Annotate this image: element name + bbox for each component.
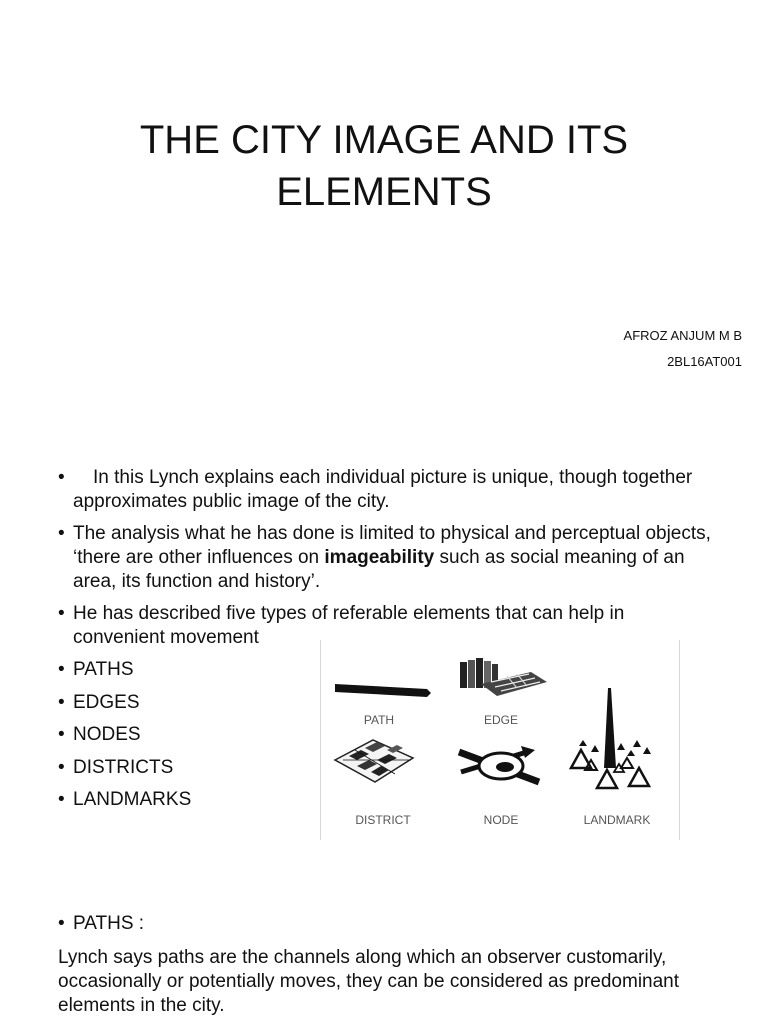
bullet-intro bbox=[58, 466, 718, 514]
bullet-item-label: LANDMARKS bbox=[73, 789, 192, 810]
paths-section bbox=[58, 912, 738, 1018]
bullet-text: In this Lynch explains each individual picture is unique, though together approximates public image of the city. bbox=[73, 467, 693, 512]
bullet-item-label: DISTRICTS bbox=[73, 756, 174, 778]
bullet-dot: • bbox=[58, 756, 65, 778]
paths-description: Lynch says paths are the channels along which an observer customarily, occasionally or potentially moves, they can be considered as predominant elements in the city. bbox=[58, 947, 680, 1016]
node-symbol bbox=[459, 746, 539, 782]
paths-heading-text: PATHS : bbox=[73, 913, 145, 934]
bullet-dot: • bbox=[58, 603, 65, 624]
paths-heading bbox=[58, 912, 738, 936]
bullet-dot: • bbox=[58, 523, 65, 544]
label-edge: EDGE bbox=[483, 713, 519, 727]
label-node: NODE bbox=[483, 813, 519, 827]
author-id: 2BL16AT001 bbox=[667, 354, 742, 369]
district-symbol bbox=[335, 740, 413, 782]
bullet-item-label: NODES bbox=[73, 724, 141, 745]
bullet-item-label: EDGES bbox=[73, 691, 140, 713]
path-symbol bbox=[335, 684, 431, 697]
bullet-dot: • bbox=[58, 467, 65, 488]
label-landmark: LANDMARK bbox=[583, 813, 651, 827]
bullet-dot: • bbox=[58, 691, 65, 713]
label-path: PATH bbox=[363, 713, 395, 727]
bullet-dot: • bbox=[58, 913, 65, 934]
title-line-2: ELEMENTS bbox=[276, 170, 492, 214]
bullet-bold-term: imageability bbox=[324, 547, 435, 568]
title-line-1: THE CITY IMAGE AND ITS bbox=[139, 118, 629, 162]
city-elements-figure bbox=[320, 640, 680, 840]
bullet-text-part2: such as social meaning of an area, its function and history’. bbox=[73, 547, 685, 592]
bullet-dot: • bbox=[58, 789, 65, 810]
bullet-text: He has described five types of referable elements that can help in convenient movement bbox=[73, 603, 625, 648]
bullet-item-label: PATHS bbox=[73, 659, 134, 680]
bullet-analysis bbox=[58, 522, 718, 594]
landmark-symbol bbox=[571, 688, 651, 788]
edge-symbol bbox=[460, 658, 547, 696]
bullet-text-part1: The analysis what he has done is limited to physical and perceptual objects, ‘there are other influences on bbox=[73, 523, 711, 568]
label-district: DISTRICT bbox=[355, 813, 411, 827]
city-elements-illustration bbox=[321, 640, 679, 840]
slide-title bbox=[60, 114, 708, 218]
author-block bbox=[624, 323, 742, 375]
bullet-dot: • bbox=[58, 659, 65, 680]
author-name: AFROZ ANJUM M B bbox=[623, 328, 742, 343]
bullet-dot: • bbox=[58, 724, 65, 745]
